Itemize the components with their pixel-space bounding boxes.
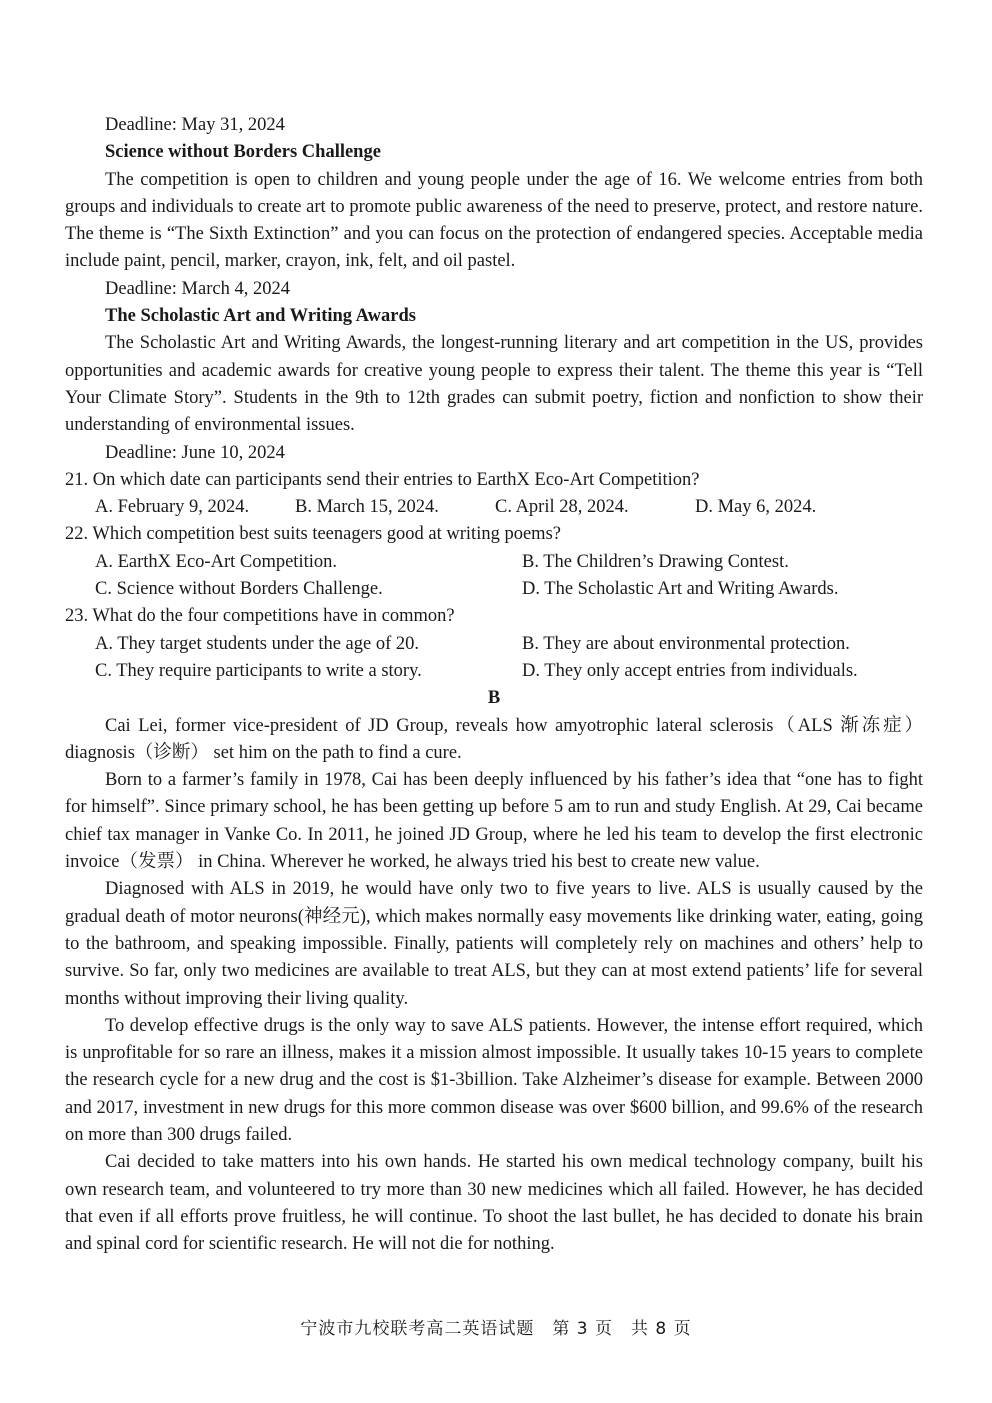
heading-scholastic-awards: The Scholastic Art and Writing Awards: [105, 306, 416, 327]
section-b-heading: B: [487, 688, 501, 709]
paragraph-scholastic-awards: The Scholastic Art and Writing Awards, the longest-running literary and art competition in the US, provides opportunities and academic awards for creative young people to express their talent. The theme this year is “Tell Your Climate Story”. Students in the 9th to 12th grades can submit poetry, fiction and nonfiction to show their understanding of environmental issues.: [65, 333, 923, 436]
deadline-june-10: Deadline: June 10, 2024: [105, 442, 285, 463]
question-options: [65, 494, 923, 521]
question-options-row-1: [65, 549, 923, 576]
question-stem: 21. On which date can participants send their entries to EarthX Eco-Art Competition?: [65, 469, 700, 490]
deadline-may-31: Deadline: May 31, 2024: [105, 115, 285, 135]
option-a: A. February 9, 2024.: [95, 497, 250, 518]
question-21: [65, 467, 923, 522]
option-c: C. Science without Borders Challenge.: [95, 579, 383, 600]
option-d: D. May 6, 2024.: [695, 497, 817, 518]
option-d: D. The Scholastic Art and Writing Awards.: [522, 579, 839, 600]
option-b: B. March 15, 2024.: [295, 497, 439, 518]
passage-paragraph: Cai Lei, former vice-president of JD Group, reveals how amyotrophic lateral sclerosis（ALS 渐冻症）diagnosis（诊断） set him on the path to find a cure.: [65, 715, 923, 763]
option-b: B. The Children’s Drawing Contest.: [522, 551, 789, 572]
option-d: D. They only accept entries from individuals.: [522, 660, 858, 681]
question-options-row-2: [65, 576, 923, 603]
page-footer: 宁波市九校联考高二英语试题 第 3 页 共 8 页: [300, 1319, 692, 1339]
document-body: [65, 112, 923, 1258]
option-b: B. They are about environmental protection.: [522, 633, 850, 654]
heading-science-without-borders: Science without Borders Challenge: [105, 142, 381, 163]
question-23: [65, 603, 923, 685]
option-c: C. April 28, 2024.: [495, 497, 629, 518]
paragraph-science-without-borders: The competition is open to children and young people under the age of 16. We welcome entries from both groups and individuals to create art to promote public awareness of the need to preserve, protect, and restore nature. The theme is “The Sixth Extinction” and you can focus on the protection of endangered species. Acceptable media include paint, pencil, marker, crayon, ink, felt, and oil pastel.: [65, 169, 923, 272]
passage-paragraph: Cai decided to take matters into his own hands. He started his own medical technology company, built his own research team, and volunteered to try more than 30 new medicines which all failed. However, he has decided that even if all efforts prove fruitless, he will continue. To shoot the last bullet, he has decided to donate his brain and spinal cord for scientific research. He will not die for nothing.: [65, 1152, 923, 1255]
passage-paragraph: To develop effective drugs is the only way to save ALS patients. However, the intense effort required, which is unprofitable for so rare an illness, makes it a mission almost impossible. It usually takes 10-15 years to complete the research cycle for a new drug and the cost is $1-3billion. Take Alzheimer’s disease for example. Between 2000 and 2017, investment in new drugs for this more common disease was over $600 billion, and 99.6% of the research on more than 300 drugs failed.: [65, 1015, 923, 1145]
question-options-row-1: [65, 631, 923, 658]
question-stem: 22. Which competition best suits teenagers good at writing poems?: [65, 524, 561, 545]
option-c: C. They require participants to write a story.: [95, 660, 422, 681]
question-stem: 23. What do the four competitions have in common?: [65, 606, 455, 627]
deadline-march-4: Deadline: March 4, 2024: [105, 278, 290, 299]
question-options-row-2: [65, 658, 923, 685]
option-a: A. They target students under the age of 20.: [95, 633, 420, 654]
option-a: A. EarthX Eco-Art Competition.: [95, 551, 337, 572]
question-22: [65, 521, 923, 603]
passage-paragraph: Diagnosed with ALS in 2019, he would have only two to five years to live. ALS is usually caused by the gradual death of motor neurons(神经元), which makes normally easy movements like drinking water, eating, going to the bathroom, and speaking impossible. Finally, patients will completely rely on machines and others’ help to survive. So far, only two medicines are available to treat ALS, but they can at most extend patients’ life for several months without improving their living quality.: [65, 879, 923, 1009]
passage-paragraph: Born to a farmer’s family in 1978, Cai has been deeply influenced by his father’s idea that “one has to fight for himself”. Since primary school, he has been getting up before 5 am to run and study English. At 29, Cai became chief tax manager in Vanke Co. In 2011, he joined JD Group, where he led his team to develop the first electronic invoice（发票） in China. Wherever he worked, he always tried his best to create new value.: [65, 770, 923, 873]
